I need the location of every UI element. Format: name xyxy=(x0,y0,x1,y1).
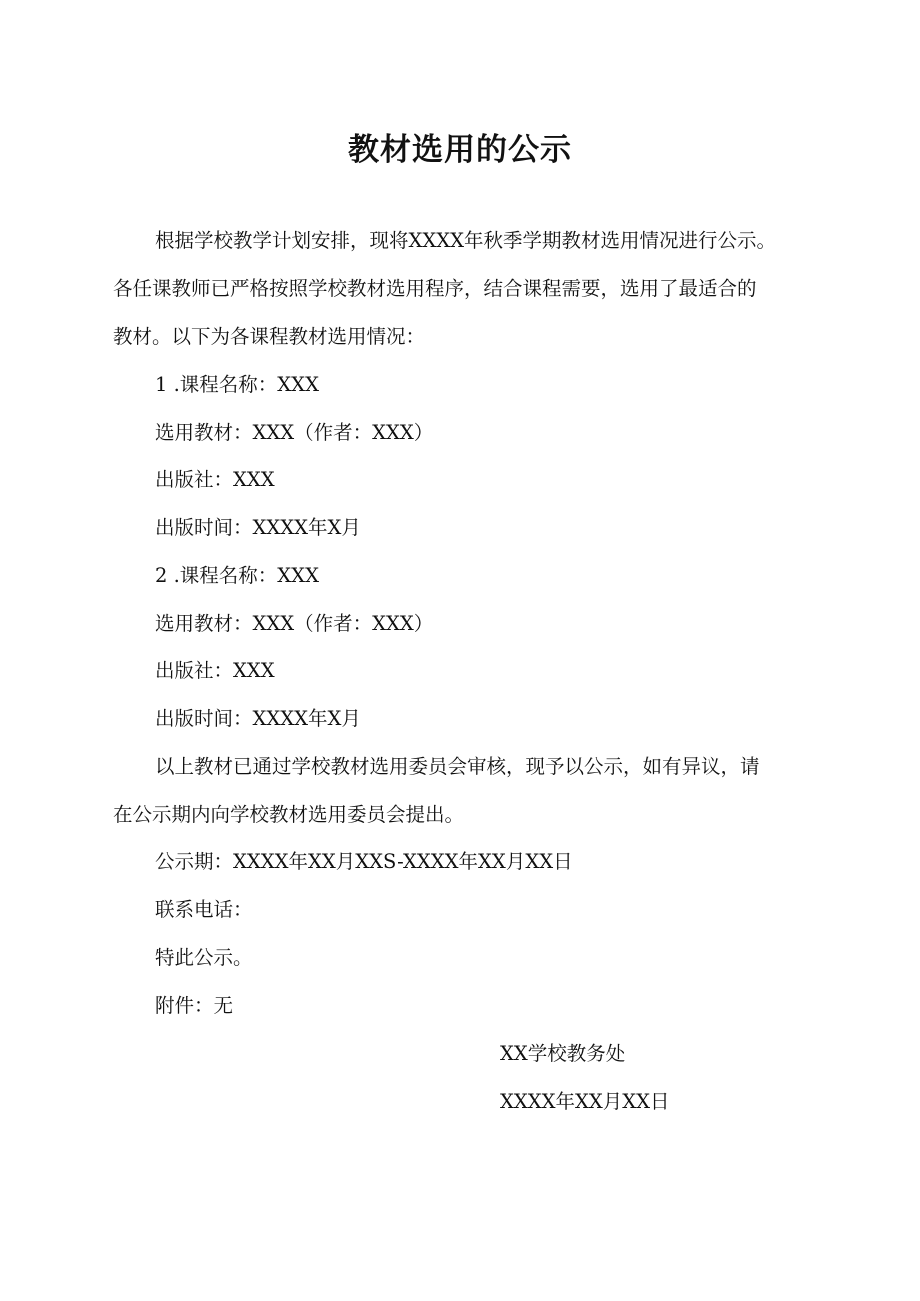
closing-line-2: 在公示期内向学校教材选用委员会提出。 xyxy=(113,803,465,826)
attachment-line: 附件：无 xyxy=(155,994,234,1017)
course-2-name: 2 .课程名称：XXX xyxy=(155,564,319,587)
course-2-publisher: 出版社：XXX xyxy=(155,659,275,682)
intro-line-3: 教材。以下为各课程教材选用情况： xyxy=(113,325,426,348)
signature-issuer: XX学校教务处 xyxy=(500,1042,626,1065)
notice-statement: 特此公示。 xyxy=(155,946,253,969)
document-title: 教材选用的公示 xyxy=(348,132,572,168)
course-2-publish-date: 出版时间：XXXX年X月 xyxy=(155,707,361,730)
intro-line-1: 根据学校教学计划安排，现将XXXX年秋季学期教材选用情况进行公示。 xyxy=(155,229,777,252)
course-1-publisher: 出版社：XXX xyxy=(155,468,275,491)
course-1-publish-date: 出版时间：XXXX年X月 xyxy=(155,516,361,539)
notice-period: 公示期：XXXX年XX月XXS-XXXX年XX月XX日 xyxy=(155,850,573,873)
closing-line-1: 以上教材已通过学校教材选用委员会审核，现予以公示，如有异议，请 xyxy=(155,755,760,778)
intro-line-2: 各任课教师已严格按照学校教材选用程序，结合课程需要，选用了最适合的 xyxy=(113,277,757,300)
signature-date: XXXX年XX月XX日 xyxy=(500,1090,670,1113)
course-1-name: 1 .课程名称：XXX xyxy=(155,373,319,396)
course-1-textbook: 选用教材：XXX（作者：XXX） xyxy=(155,421,434,444)
course-2-textbook: 选用教材：XXX（作者：XXX） xyxy=(155,612,434,635)
contact-phone: 联系电话： xyxy=(155,898,253,921)
